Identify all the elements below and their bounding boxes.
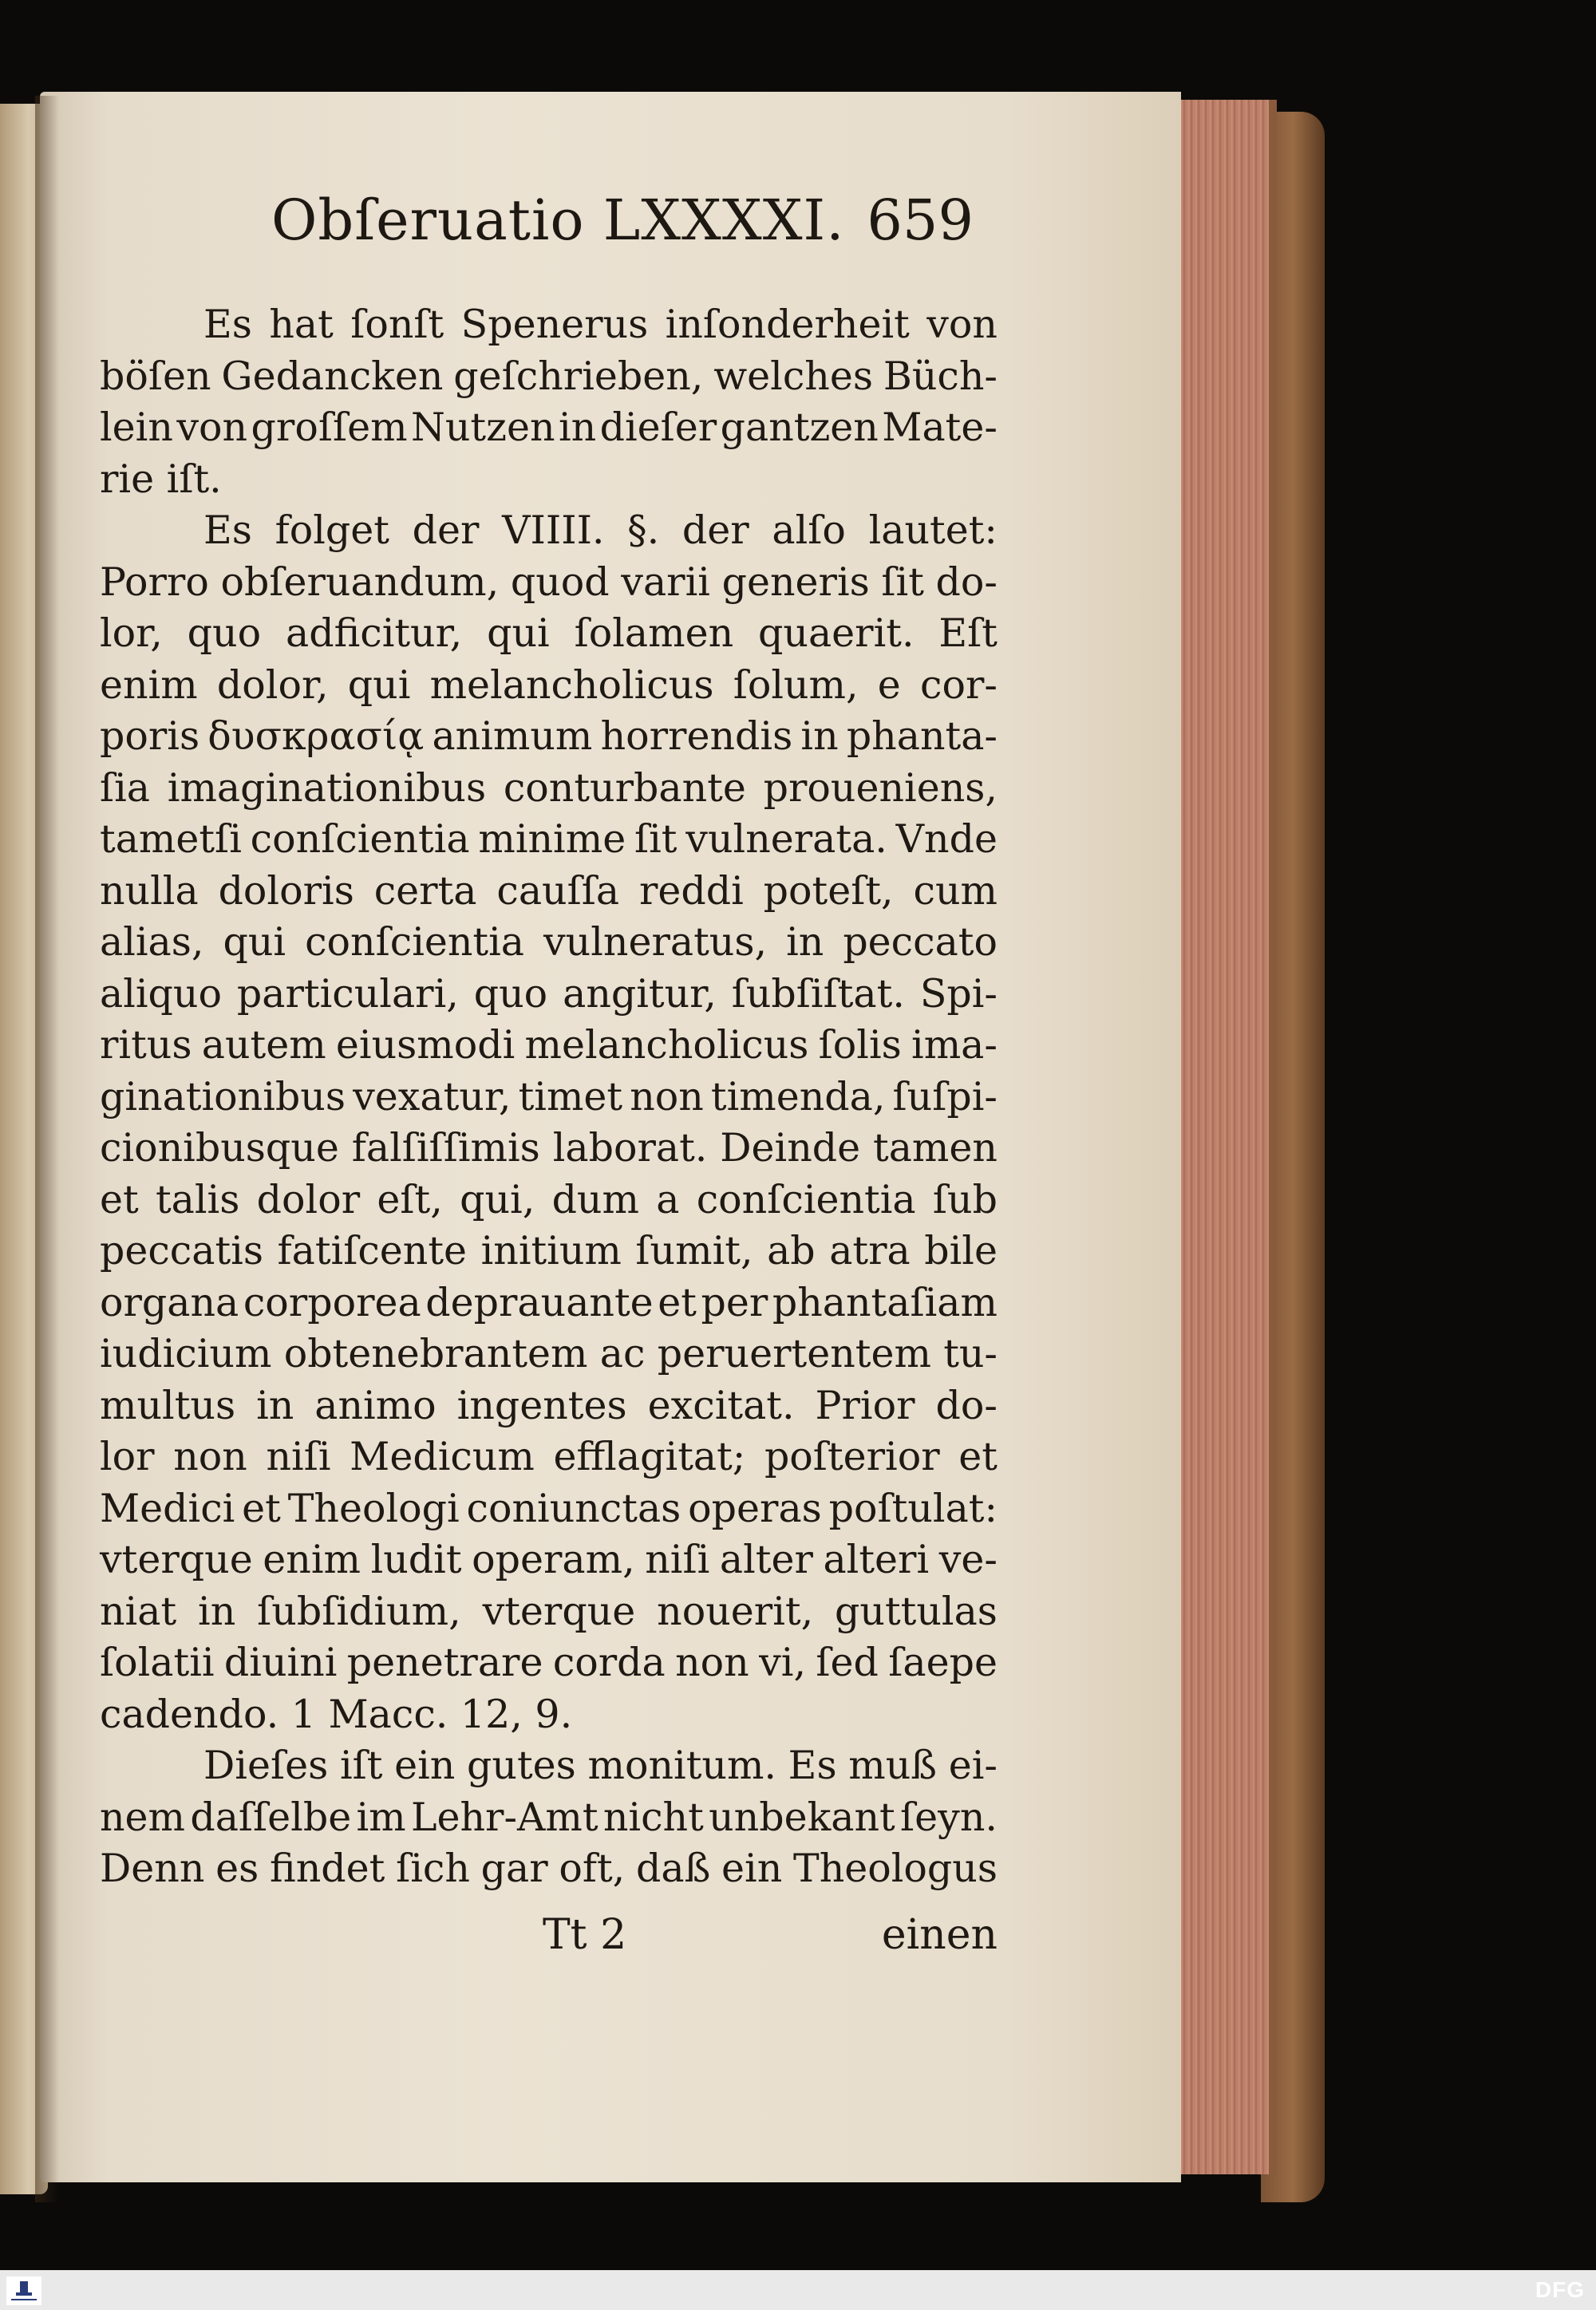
text-line: Medici et Theologi coniunctas operas poſtulat: (100, 1485, 998, 1531)
catchword: einen (881, 1911, 998, 1959)
text-line: rie iſt. (100, 456, 222, 502)
text-line: ſolatii diuini penetrare corda non vi, ſed ſaepe (100, 1640, 998, 1685)
text-line: ritus autem eiusmodi melancholicus ſolis ima- (100, 1022, 998, 1068)
text-line: niat in ſubſidium, vterque nouerit, guttulas (100, 1588, 998, 1634)
dfg-logo: DFG (1535, 2277, 1585, 2302)
text-line: cionibusque falſiſſimis laborat. Deinde tamen (100, 1125, 998, 1171)
text-line: lor non niſi Medicum efflagitat; poſterior et (100, 1434, 998, 1479)
text-line: böſen Gedancken geſchrieben, welches Büch- (100, 353, 998, 399)
spine-shadow (35, 96, 59, 2202)
viewer-bottom-bar (0, 2270, 1596, 2310)
text-line: poris δυσκρασίᾳ animum horrendis in phanta- (100, 713, 998, 759)
body-text (100, 299, 998, 1895)
text-line: nulla doloris certa cauſſa reddi poteſt, cum (100, 867, 998, 914)
text-line: organa corporea deprauante et per phantaſiam (100, 1279, 998, 1325)
text-line: peccatis fatiſcente initium ſumit, ab atra bile (100, 1228, 998, 1273)
text-line: cadendo. 1 Macc. 12, 9. (100, 1691, 573, 1737)
text-line: Es hat ſonſt Spenerus inſonderheit von (203, 302, 998, 347)
text-line: et talis dolor eſt, qui, dum a conſcientia ſub (100, 1176, 998, 1222)
library-logo-icon (6, 2276, 41, 2305)
text-line: lein von groſſem Nutzen in dieſer gantzen Mate- (100, 405, 998, 450)
text-line: Denn es findet ſich gar oft, daß ein Theologus (100, 1846, 998, 1891)
text-line: alias, qui conſcientia vulneratus, in peccato (100, 919, 998, 965)
page-block-edge (1165, 100, 1277, 2174)
text-line: multus in animo ingentes excitat. Prior do- (100, 1382, 998, 1428)
text-line: enim dolor, qui melancholicus ſolum, e cor- (100, 661, 998, 708)
text-line: vterque enim ludit operam, niſi alter alteri ve- (100, 1537, 998, 1582)
running-title: Obſeruatio LXXXXI. (271, 188, 845, 253)
text-line: nem daſſelbe im Lehr-Amt nicht unbekant ſeyn. (100, 1794, 998, 1840)
text-line: ſia imaginationibus conturbante proueniens, (100, 764, 998, 811)
text-line: iudicium obtenebrantem ac peruertentem tu- (100, 1331, 998, 1376)
text-line: Es folget der VIIII. §. der alſo lautet: (203, 507, 998, 553)
text-line: tametſi conſcientia minime ſit vulnerata. Vnde (100, 816, 998, 862)
text-line: lor, quo adficitur, qui ſolamen quaerit. Eſt (100, 610, 998, 656)
text-line: Dieſes iſt ein gutes monitum. Es muß ei- (203, 1743, 998, 1788)
signature-mark: Tt 2 (543, 1911, 627, 1959)
page-number: 659 (867, 188, 974, 253)
text-line: Porro obſeruandum, quod varii generis ſit do- (100, 559, 998, 605)
text-line: aliquo particulari, quo angitur, ſubſiſtat. Spi- (100, 970, 998, 1017)
text-line: ginationibus vexatur, timet non timenda, ſuſpi- (100, 1073, 998, 1119)
page-header (271, 188, 974, 259)
page-footer (100, 1911, 998, 1967)
